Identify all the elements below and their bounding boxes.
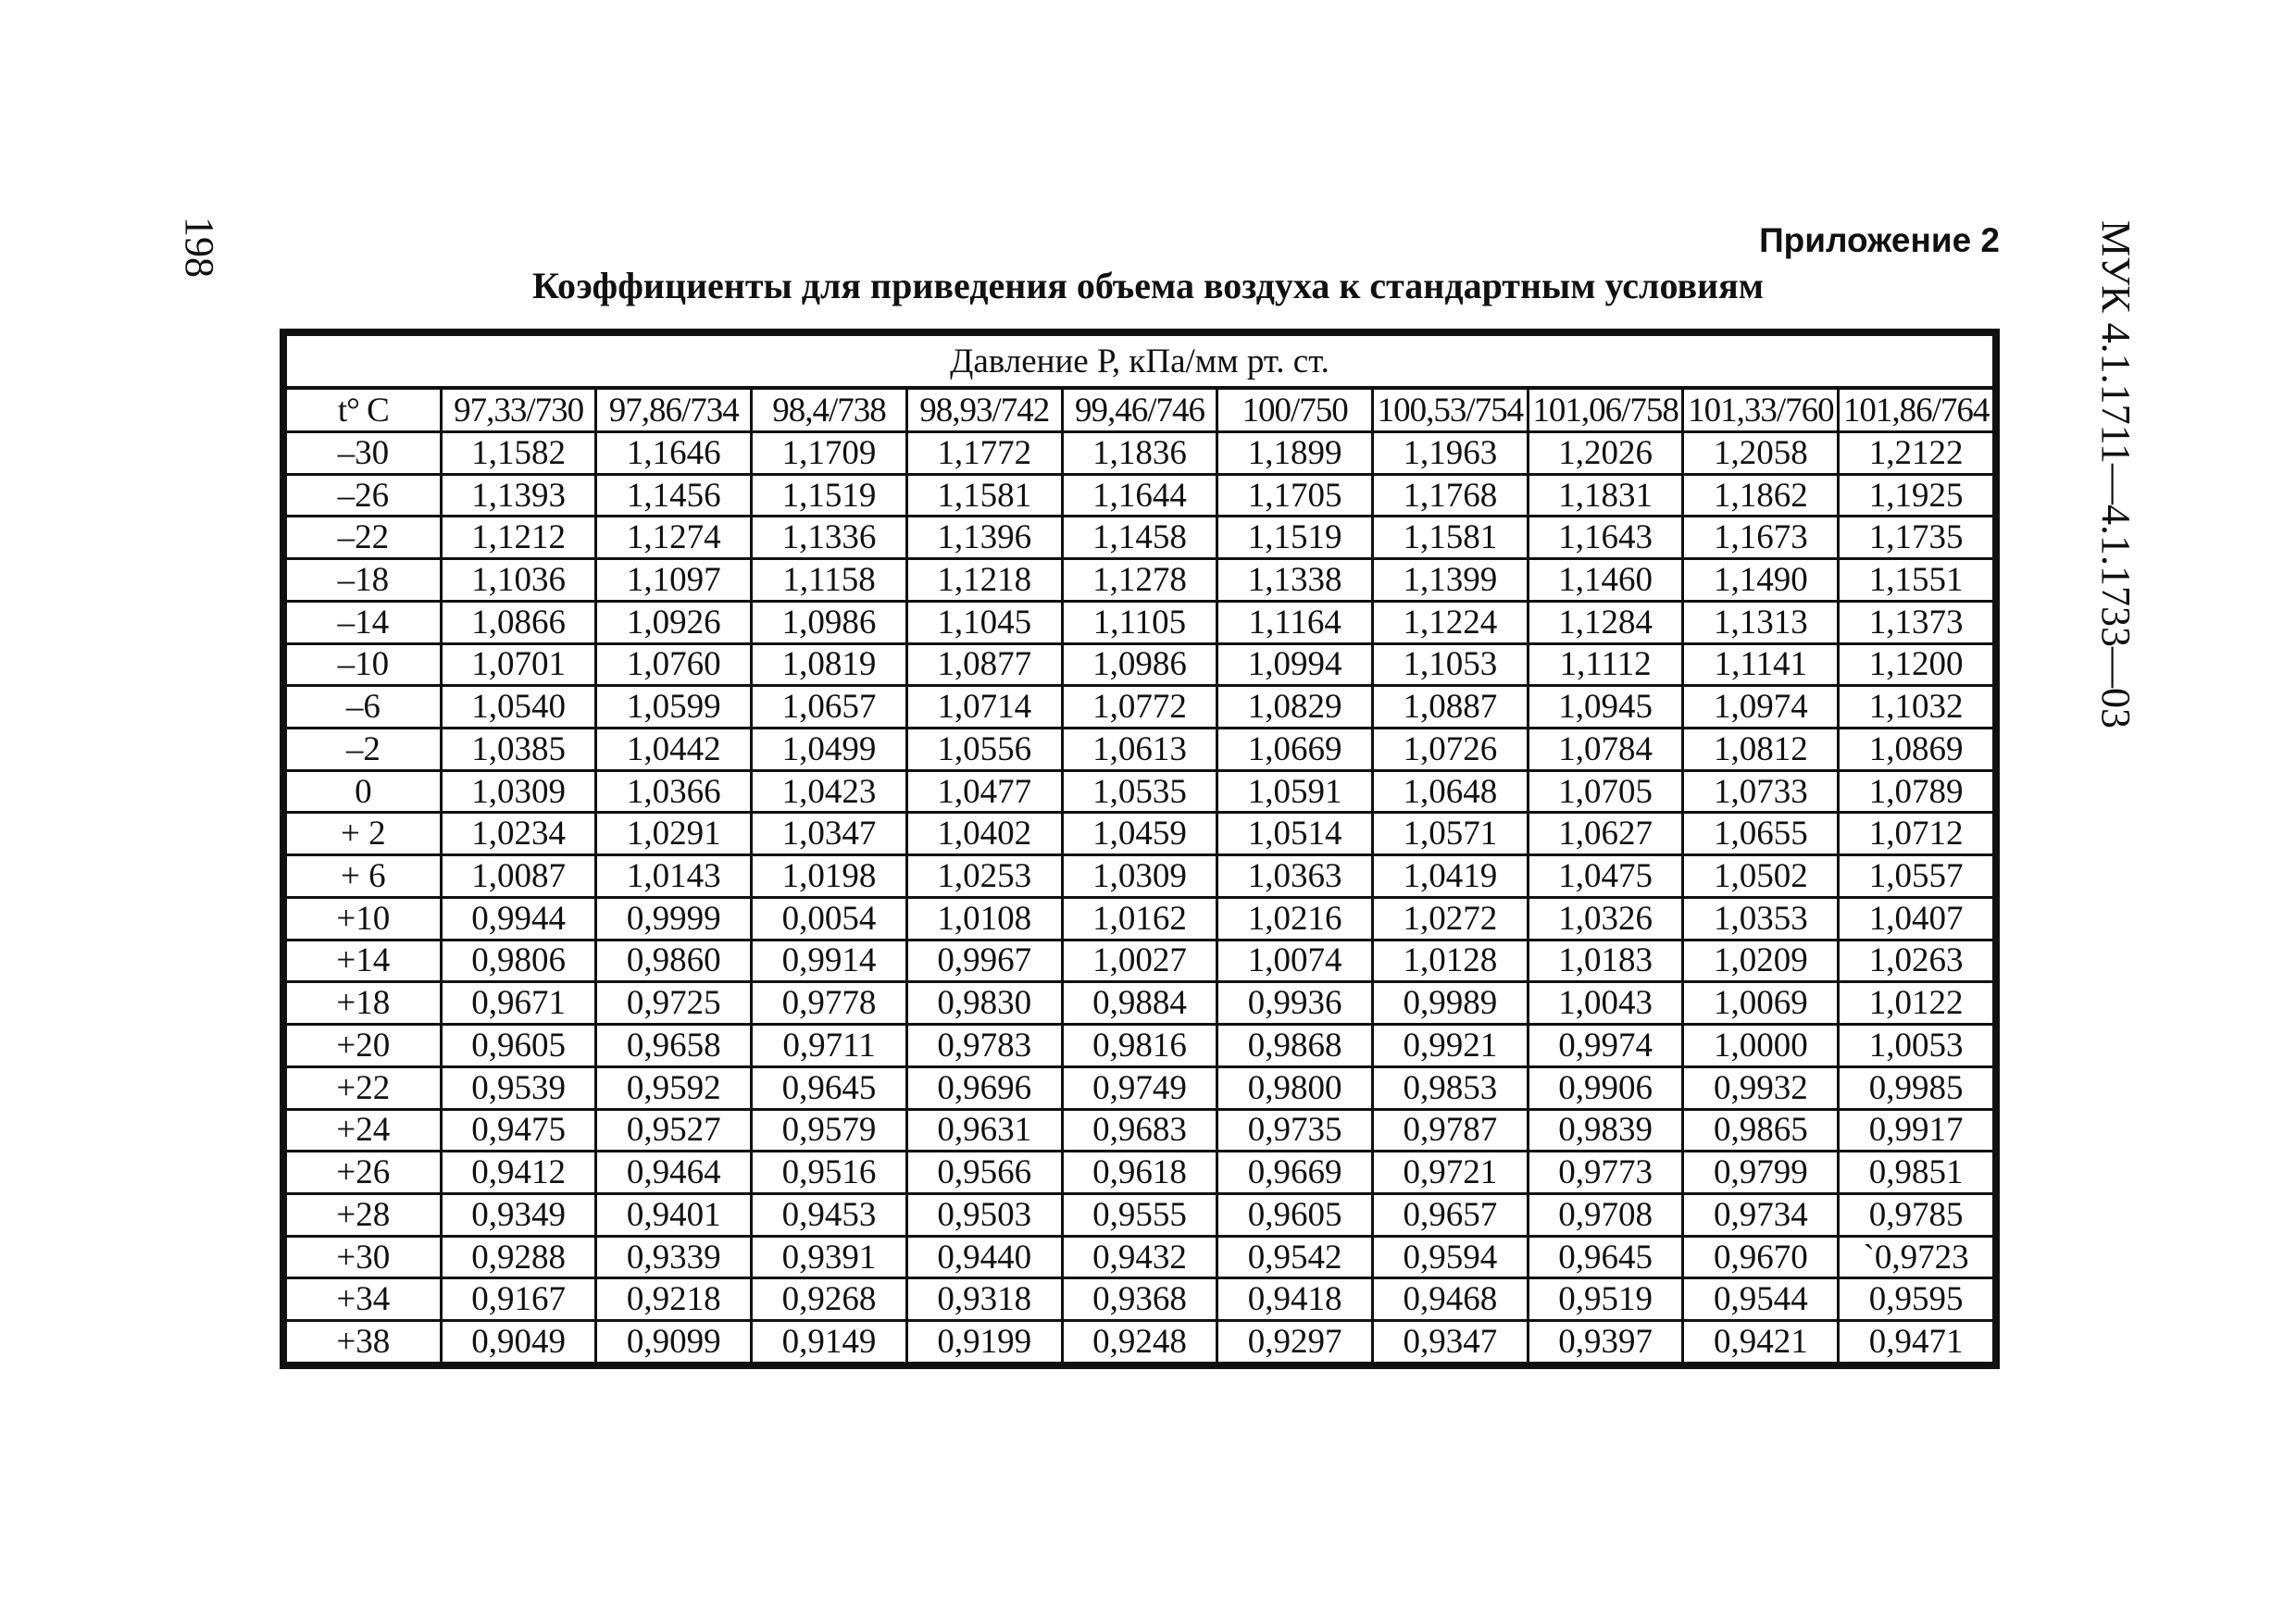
coefficient-cell: 1,0887: [1373, 686, 1529, 729]
coefficient-cell: 1,1831: [1528, 474, 1683, 517]
coefficient-cell: 0,9725: [596, 982, 752, 1025]
table-row: [286, 813, 1994, 855]
table-row: [286, 517, 1994, 559]
coefficient-cell: 0,9453: [752, 1193, 907, 1236]
coefficient-cell: 1,0599: [596, 686, 752, 729]
coefficient-cell: 1,0712: [1839, 813, 1994, 855]
coefficient-cell: 1,1673: [1683, 517, 1839, 559]
coefficient-cell: 1,1581: [1373, 517, 1529, 559]
coefficient-cell: 0,9401: [596, 1193, 752, 1236]
pressure-header: 98,93/742: [906, 388, 1062, 432]
coefficient-cell: 1,0309: [1062, 855, 1217, 898]
coefficient-cell: 0,9468: [1373, 1278, 1529, 1321]
coefficient-cell: 1,0423: [752, 770, 907, 813]
coefficient-cell: 1,0784: [1528, 729, 1683, 771]
coefficient-cell: 1,0974: [1683, 686, 1839, 729]
coefficient-cell: 1,0198: [752, 855, 907, 898]
coefficient-cell: 1,0108: [906, 897, 1062, 940]
coefficient-cell: 1,0000: [1683, 1025, 1839, 1067]
coefficient-cell: 0,9670: [1683, 1236, 1839, 1278]
coefficient-cell: 1,1646: [596, 432, 752, 475]
page-title: Коэффициенты для приведения объема воздуха к стандартным условиям: [532, 265, 1764, 306]
coefficient-cell: 1,0291: [596, 813, 752, 855]
coefficient-cell: 1,0363: [1217, 855, 1373, 898]
coefficient-cell: 1,1582: [441, 432, 596, 475]
coefficient-cell: 0,9787: [1373, 1109, 1529, 1152]
coefficient-cell: 1,0326: [1528, 897, 1683, 940]
temperature-cell: + 2: [286, 813, 442, 855]
temperature-cell: –22: [286, 517, 442, 559]
coefficient-cell: 0,9839: [1528, 1109, 1683, 1152]
coefficient-cell: 0,9519: [1528, 1278, 1683, 1321]
coefficient-cell: 1,0069: [1683, 982, 1839, 1025]
coefficient-cell: 0,9049: [441, 1321, 596, 1364]
coefficient-cell: 1,1456: [596, 474, 752, 517]
coefficient-cell: 0,9432: [1062, 1236, 1217, 1278]
coefficient-cell: 1,1053: [1373, 643, 1529, 686]
table-row: [286, 1236, 1994, 1278]
coefficient-cell: 1,0557: [1839, 855, 1994, 898]
coefficient-cell: 0,9464: [596, 1152, 752, 1194]
coefficient-cell: 1,1519: [1217, 517, 1373, 559]
coefficient-cell: 0,9503: [906, 1193, 1062, 1236]
coefficient-cell: 0,9579: [752, 1109, 907, 1152]
coefficient-cell: 0,9853: [1373, 1066, 1529, 1109]
coefficient-cell: 0,9658: [596, 1025, 752, 1067]
coefficient-cell: 1,0499: [752, 729, 907, 771]
coefficient-cell: 1,0074: [1217, 940, 1373, 982]
coefficient-cell: 1,1373: [1839, 601, 1994, 643]
coefficient-cell: 1,0209: [1683, 940, 1839, 982]
temperature-header: t° С: [286, 388, 442, 432]
coefficient-cell: 0,9099: [596, 1321, 752, 1364]
pressure-header: 101,86/764: [1839, 388, 1994, 432]
temperature-cell: +38: [286, 1321, 442, 1364]
pressure-header: 100/750: [1217, 388, 1373, 432]
coefficient-cell: 1,1396: [906, 517, 1062, 559]
table-row: [286, 897, 1994, 940]
coefficient-cell: 0,9816: [1062, 1025, 1217, 1067]
temperature-cell: –30: [286, 432, 442, 475]
coefficient-cell: 0,9539: [441, 1066, 596, 1109]
coefficient-cell: 1,1112: [1528, 643, 1683, 686]
coefficient-cell: 1,0419: [1373, 855, 1529, 898]
coefficient-cell: 0,9914: [752, 940, 907, 982]
table-row: [286, 1025, 1994, 1067]
coefficient-cell: 0,9318: [906, 1278, 1062, 1321]
table-row: [286, 686, 1994, 729]
coefficient-cell: 1,0726: [1373, 729, 1529, 771]
coefficient-cell: 0,9605: [441, 1025, 596, 1067]
coefficient-cell: 0,9349: [441, 1193, 596, 1236]
coefficient-cell: 1,0869: [1839, 729, 1994, 771]
coefficient-cell: 1,0234: [441, 813, 596, 855]
coefficient-cell: 1,1218: [906, 559, 1062, 602]
coefficient-cell: 1,0829: [1217, 686, 1373, 729]
coefficient-cell: 1,1274: [596, 517, 752, 559]
coefficient-cell: 1,0353: [1683, 897, 1839, 940]
coefficient-cell: 1,1105: [1062, 601, 1217, 643]
temperature-cell: +20: [286, 1025, 442, 1067]
coefficient-cell: 0,9657: [1373, 1193, 1529, 1236]
coefficient-cell: 1,1336: [752, 517, 907, 559]
coefficient-cell: 1,1224: [1373, 601, 1529, 643]
coefficient-cell: 1,0143: [596, 855, 752, 898]
coefficient-cell: 1,0263: [1839, 940, 1994, 982]
coefficient-cell: 0,9594: [1373, 1236, 1529, 1278]
coefficient-cell: 1,0819: [752, 643, 907, 686]
coefficient-cell: 1,1338: [1217, 559, 1373, 602]
coefficient-cell: 1,0272: [1373, 897, 1529, 940]
temperature-cell: –14: [286, 601, 442, 643]
coefficient-cell: 1,0655: [1683, 813, 1839, 855]
coefficient-cell: 1,0535: [1062, 770, 1217, 813]
table-row: [286, 1152, 1994, 1194]
coefficient-cell: 1,0347: [752, 813, 907, 855]
coefficient-cell: 0,9749: [1062, 1066, 1217, 1109]
coefficient-cell: 1,1735: [1839, 517, 1994, 559]
coefficient-cell: 0,9268: [752, 1278, 907, 1321]
coefficient-cell: 0,9555: [1062, 1193, 1217, 1236]
table-row: [286, 474, 1994, 517]
coefficient-cell: 1,0407: [1839, 897, 1994, 940]
coefficient-cell: 1,0877: [906, 643, 1062, 686]
coefficient-cell: 0,9851: [1839, 1152, 1994, 1194]
coefficient-cell: 0,9967: [906, 940, 1062, 982]
coefficient-cell: 1,1709: [752, 432, 907, 475]
coefficient-cell: 1,0613: [1062, 729, 1217, 771]
coefficient-cell: 1,1551: [1839, 559, 1994, 602]
coefficient-cell: 0,9288: [441, 1236, 596, 1278]
coefficient-cell: 1,0442: [596, 729, 752, 771]
table-row: [286, 1109, 1994, 1152]
temperature-cell: +30: [286, 1236, 442, 1278]
coefficient-cell: 0,9860: [596, 940, 752, 982]
coefficient-cell: 1,1963: [1373, 432, 1529, 475]
coefficient-cell: 0,9711: [752, 1025, 907, 1067]
coefficient-cell: 1,0812: [1683, 729, 1839, 771]
coefficient-cell: 0,9199: [906, 1321, 1062, 1364]
document-code: МУК 4.1.1711—4.1.1733—03: [2093, 220, 2139, 729]
coefficient-cell: 1,1581: [906, 474, 1062, 517]
coefficient-cell: 0,9669: [1217, 1152, 1373, 1194]
table-row: [286, 601, 1994, 643]
coefficient-cell: 1,0477: [906, 770, 1062, 813]
coefficient-cell: 0,9799: [1683, 1152, 1839, 1194]
coefficient-cell: 1,0053: [1839, 1025, 1994, 1067]
coefficient-cell: 1,0994: [1217, 643, 1373, 686]
coefficient-cell: 1,0027: [1062, 940, 1217, 982]
coefficient-cell: 1,1141: [1683, 643, 1839, 686]
temperature-cell: +24: [286, 1109, 442, 1152]
coefficient-cell: 0,9868: [1217, 1025, 1373, 1067]
coefficient-cell: 0,9516: [752, 1152, 907, 1194]
coefficient-cell: 0,9944: [441, 897, 596, 940]
pressure-header: 101,06/758: [1528, 388, 1683, 432]
coefficient-cell: 1,0253: [906, 855, 1062, 898]
table-row: [286, 940, 1994, 982]
coefficient-cell: 0,9884: [1062, 982, 1217, 1025]
coefficient-cell: 0,9830: [906, 982, 1062, 1025]
coefficient-cell: 0,9605: [1217, 1193, 1373, 1236]
coefficient-cell: 0,9631: [906, 1109, 1062, 1152]
coefficient-cell: 1,0733: [1683, 770, 1839, 813]
coefficient-cell: 0,9391: [752, 1236, 907, 1278]
coefficient-cell: 0,9645: [752, 1066, 907, 1109]
coefficient-cell: 1,0705: [1528, 770, 1683, 813]
table-row: [286, 855, 1994, 898]
coefficient-cell: 1,1862: [1683, 474, 1839, 517]
coefficient-cell: 0,9921: [1373, 1025, 1529, 1067]
coefficient-cell: 0,0054: [752, 897, 907, 940]
coefficient-cell: 0,9708: [1528, 1193, 1683, 1236]
coefficient-cell: 1,0760: [596, 643, 752, 686]
temperature-cell: –10: [286, 643, 442, 686]
coefficient-cell: 0,9347: [1373, 1321, 1529, 1364]
coefficient-cell: 1,1212: [441, 517, 596, 559]
coefficient-cell: 0,9440: [906, 1236, 1062, 1278]
coefficient-cell: 0,9397: [1528, 1321, 1683, 1364]
temperature-cell: +34: [286, 1278, 442, 1321]
table-row: [286, 1278, 1994, 1321]
coefficient-cell: 1,0087: [441, 855, 596, 898]
temperature-cell: +10: [286, 897, 442, 940]
coefficient-cell: 1,1158: [752, 559, 907, 602]
coefficient-cell: 0,9218: [596, 1278, 752, 1321]
coefficient-cell: 1,0502: [1683, 855, 1839, 898]
pressure-header: 101,33/760: [1683, 388, 1839, 432]
coefficient-cell: 1,2122: [1839, 432, 1994, 475]
coefficient-cell: 1,1278: [1062, 559, 1217, 602]
coefficient-cell: 0,9412: [441, 1152, 596, 1194]
coefficient-cell: 0,9783: [906, 1025, 1062, 1067]
coefficient-cell: 1,0866: [441, 601, 596, 643]
coefficient-cell: 1,0183: [1528, 940, 1683, 982]
coefficient-cell: 1,1200: [1839, 643, 1994, 686]
coefficient-cell: 1,0701: [441, 643, 596, 686]
coefficient-cell: `0,9723: [1839, 1236, 1994, 1278]
coefficient-cell: 0,9368: [1062, 1278, 1217, 1321]
coefficient-table: [284, 333, 1995, 1364]
coefficient-cell: 1,0043: [1528, 982, 1683, 1025]
coefficient-cell: 0,9566: [906, 1152, 1062, 1194]
coefficient-cell: 1,0556: [906, 729, 1062, 771]
table-row: [286, 982, 1994, 1025]
table-header-row: [286, 388, 1994, 432]
table-body: [286, 335, 1994, 1364]
pressure-header: 99,46/746: [1062, 388, 1217, 432]
coefficient-cell: 1,1284: [1528, 601, 1683, 643]
temperature-cell: +14: [286, 940, 442, 982]
pressure-caption: Давление Р, кПа/мм рт. ст.: [286, 335, 1994, 389]
coefficient-cell: 1,0945: [1528, 686, 1683, 729]
coefficient-cell: 0,9985: [1839, 1066, 1994, 1109]
coefficient-cell: 0,9735: [1217, 1109, 1373, 1152]
coefficient-cell: 1,1164: [1217, 601, 1373, 643]
coefficient-cell: 1,1313: [1683, 601, 1839, 643]
coefficient-cell: 1,0648: [1373, 770, 1529, 813]
coefficient-cell: 0,9974: [1528, 1025, 1683, 1067]
pressure-header: 97,86/734: [596, 388, 752, 432]
coefficient-cell: 1,0128: [1373, 940, 1529, 982]
coefficient-cell: 0,9595: [1839, 1278, 1994, 1321]
coefficient-cell: 0,9592: [596, 1066, 752, 1109]
pressure-header: 97,33/730: [441, 388, 596, 432]
coefficient-cell: 0,9806: [441, 940, 596, 982]
pressure-header: 98,4/738: [752, 388, 907, 432]
coefficient-cell: 0,9785: [1839, 1193, 1994, 1236]
coefficient-cell: 1,1393: [441, 474, 596, 517]
coefficient-cell: 1,0669: [1217, 729, 1373, 771]
coefficient-cell: 0,9800: [1217, 1066, 1373, 1109]
coefficient-cell: 1,1519: [752, 474, 907, 517]
coefficient-cell: 1,0657: [752, 686, 907, 729]
coefficient-cell: 0,9149: [752, 1321, 907, 1364]
coefficient-cell: 1,0714: [906, 686, 1062, 729]
table-caption-row: [286, 335, 1994, 389]
table-row: [286, 729, 1994, 771]
table-row: [286, 770, 1994, 813]
coefficient-cell: 1,1045: [906, 601, 1062, 643]
coefficient-cell: 1,0986: [1062, 643, 1217, 686]
coefficient-cell: 0,9989: [1373, 982, 1529, 1025]
coefficient-cell: 0,9544: [1683, 1278, 1839, 1321]
coefficient-cell: 0,9671: [441, 982, 596, 1025]
coefficient-cell: 0,9917: [1839, 1109, 1994, 1152]
coefficient-cell: 1,1643: [1528, 517, 1683, 559]
temperature-cell: –2: [286, 729, 442, 771]
coefficient-cell: 1,0216: [1217, 897, 1373, 940]
pressure-header: 100,53/754: [1373, 388, 1529, 432]
temperature-cell: 0: [286, 770, 442, 813]
coefficient-cell: 1,0789: [1839, 770, 1994, 813]
table-row: [286, 643, 1994, 686]
coefficient-cell: 1,0926: [596, 601, 752, 643]
coefficient-cell: 1,1836: [1062, 432, 1217, 475]
coefficient-cell: 1,0772: [1062, 686, 1217, 729]
coefficient-cell: 1,0571: [1373, 813, 1529, 855]
temperature-cell: +18: [286, 982, 442, 1025]
coefficient-cell: 1,1097: [596, 559, 752, 602]
coefficient-cell: 1,0591: [1217, 770, 1373, 813]
coefficient-cell: 1,2026: [1528, 432, 1683, 475]
table-row: [286, 1066, 1994, 1109]
coefficient-cell: 1,0366: [596, 770, 752, 813]
coefficient-cell: 0,9297: [1217, 1321, 1373, 1364]
table-row: [286, 1193, 1994, 1236]
coefficient-cell: 0,9339: [596, 1236, 752, 1278]
coefficient-cell: 0,9778: [752, 982, 907, 1025]
coefficient-cell: 1,0475: [1528, 855, 1683, 898]
temperature-cell: +22: [286, 1066, 442, 1109]
coefficient-cell: 0,9906: [1528, 1066, 1683, 1109]
temperature-cell: + 6: [286, 855, 442, 898]
coefficient-cell: 0,9421: [1683, 1321, 1839, 1364]
table-row: [286, 559, 1994, 602]
coefficient-cell: 1,0162: [1062, 897, 1217, 940]
coefficient-cell: 1,1458: [1062, 517, 1217, 559]
coefficient-cell: 0,9696: [906, 1066, 1062, 1109]
coefficient-cell: 1,1768: [1373, 474, 1529, 517]
coefficient-cell: 1,2058: [1683, 432, 1839, 475]
coefficient-cell: 0,9527: [596, 1109, 752, 1152]
coefficient-cell: 1,0627: [1528, 813, 1683, 855]
coefficient-cell: 1,1460: [1528, 559, 1683, 602]
appendix-label: Приложение 2: [1759, 221, 2000, 259]
coefficient-cell: 0,9475: [441, 1109, 596, 1152]
coefficient-cell: 1,0986: [752, 601, 907, 643]
coefficient-cell: 0,9418: [1217, 1278, 1373, 1321]
coefficient-cell: 0,9645: [1528, 1236, 1683, 1278]
coefficient-cell: 0,9932: [1683, 1066, 1839, 1109]
coefficient-cell: 1,0309: [441, 770, 596, 813]
coefficient-table-frame: [280, 329, 2000, 1369]
temperature-cell: –6: [286, 686, 442, 729]
temperature-cell: –26: [286, 474, 442, 517]
coefficient-cell: 1,1399: [1373, 559, 1529, 602]
coefficient-cell: 0,9936: [1217, 982, 1373, 1025]
coefficient-cell: 1,1490: [1683, 559, 1839, 602]
temperature-cell: +28: [286, 1193, 442, 1236]
coefficient-cell: 0,9683: [1062, 1109, 1217, 1152]
coefficient-cell: 1,1899: [1217, 432, 1373, 475]
coefficient-cell: 1,0385: [441, 729, 596, 771]
coefficient-cell: 0,9167: [441, 1278, 596, 1321]
coefficient-cell: 0,9248: [1062, 1321, 1217, 1364]
temperature-cell: +26: [286, 1152, 442, 1194]
coefficient-cell: 1,0459: [1062, 813, 1217, 855]
coefficient-cell: 0,9773: [1528, 1152, 1683, 1194]
coefficient-cell: 0,9734: [1683, 1193, 1839, 1236]
coefficient-cell: 0,9999: [596, 897, 752, 940]
table-row: [286, 432, 1994, 475]
coefficient-cell: 1,1644: [1062, 474, 1217, 517]
coefficient-cell: 0,9471: [1839, 1321, 1994, 1364]
coefficient-cell: 1,1036: [441, 559, 596, 602]
coefficient-cell: 1,1705: [1217, 474, 1373, 517]
coefficient-cell: 1,0122: [1839, 982, 1994, 1025]
page-number: 198: [177, 217, 222, 278]
coefficient-cell: 0,9865: [1683, 1109, 1839, 1152]
coefficient-cell: 1,1772: [906, 432, 1062, 475]
coefficient-cell: 1,1032: [1839, 686, 1994, 729]
coefficient-cell: 1,0514: [1217, 813, 1373, 855]
coefficient-cell: 1,1925: [1839, 474, 1994, 517]
coefficient-cell: 0,9618: [1062, 1152, 1217, 1194]
coefficient-cell: 1,0402: [906, 813, 1062, 855]
temperature-cell: –18: [286, 559, 442, 602]
coefficient-cell: 1,0540: [441, 686, 596, 729]
coefficient-cell: 0,9721: [1373, 1152, 1529, 1194]
coefficient-cell: 0,9542: [1217, 1236, 1373, 1278]
table-row: [286, 1321, 1994, 1364]
